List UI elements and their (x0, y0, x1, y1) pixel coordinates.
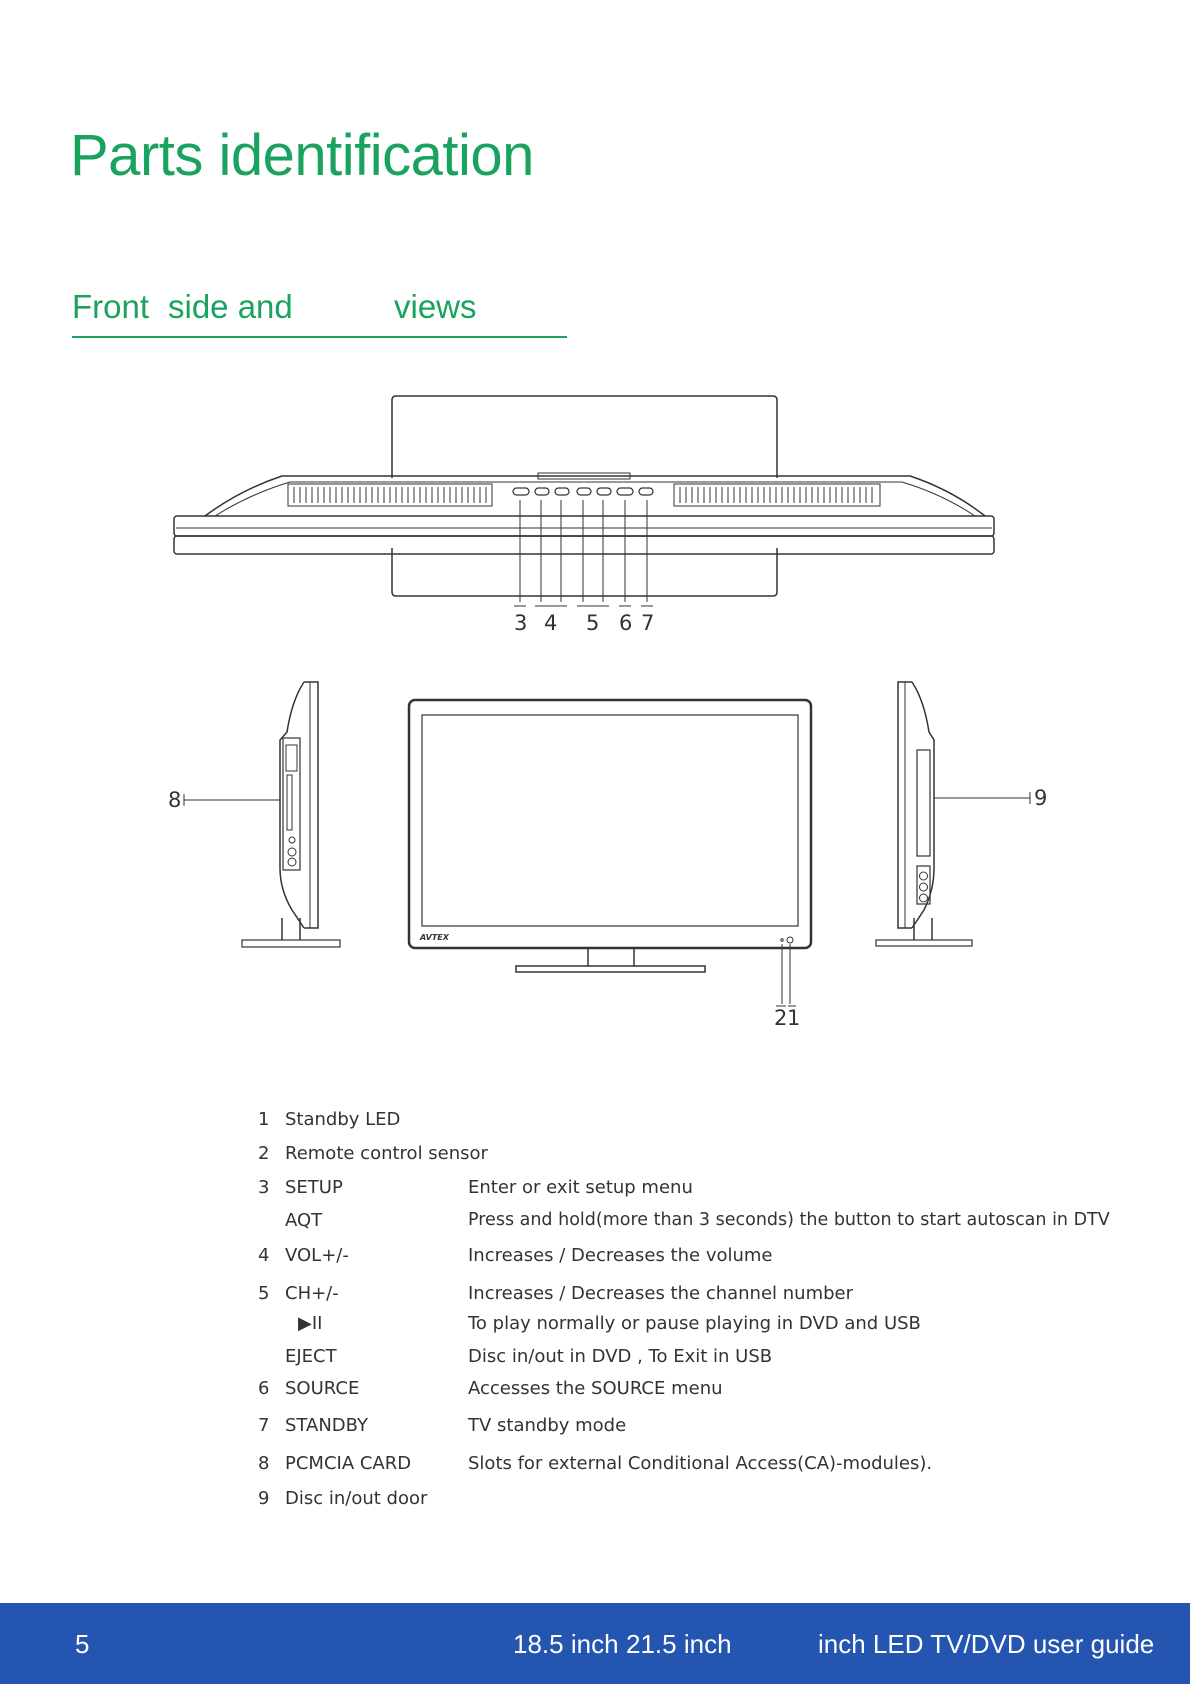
top-view (174, 396, 994, 606)
part-name: Disc in/out door (285, 1488, 428, 1509)
part-number: 6 (258, 1378, 270, 1399)
callout-6: 6 (619, 611, 633, 635)
part-name: ▶II (298, 1313, 323, 1334)
page-footer (0, 1603, 1190, 1684)
front-view (409, 700, 811, 1006)
part-name: VOL+/- (285, 1245, 349, 1266)
callout-1: 1 (787, 1006, 801, 1030)
part-number: 5 (258, 1283, 270, 1304)
page-number: 5 (75, 1629, 90, 1659)
part-name: CH+/- (285, 1283, 339, 1304)
part-description: Increases / Decreases the volume (468, 1245, 773, 1266)
footer-size-a: 18.5 inch (513, 1629, 619, 1659)
part-number: 2 (258, 1143, 270, 1164)
subtitle-views: views (394, 288, 477, 325)
page-title: Parts identification (70, 123, 534, 188)
part-number: 7 (258, 1415, 270, 1436)
callout-7: 7 (641, 611, 655, 635)
part-description: Enter or exit setup menu (468, 1177, 693, 1198)
callout-8: 8 (168, 788, 182, 812)
part-name: Remote control sensor (285, 1143, 488, 1164)
part-number: 1 (258, 1109, 270, 1130)
part-name: SETUP (285, 1177, 343, 1198)
part-number: 3 (258, 1177, 270, 1198)
part-description: Press and hold(more than 3 seconds) the button to start autoscan in DTV (468, 1210, 1110, 1230)
footer-guide-title: inch LED TV/DVD user guide (818, 1629, 1155, 1659)
part-number: 8 (258, 1453, 270, 1474)
callout-9: 9 (1034, 786, 1048, 810)
part-name: STANDBY (285, 1415, 369, 1436)
part-number: 9 (258, 1488, 270, 1509)
brand-logo: AVTEX (420, 933, 449, 942)
part-number: 4 (258, 1245, 270, 1266)
left-side-view (184, 682, 340, 947)
subtitle-front: Front (72, 288, 150, 325)
part-name: AQT (285, 1210, 323, 1231)
part-description: To play normally or pause playing in DVD and USB (468, 1313, 921, 1334)
right-side-view (876, 682, 1030, 946)
part-description: Slots for external Conditional Access(CA)-modules). (468, 1453, 933, 1474)
part-description: Increases / Decreases the channel number (468, 1283, 854, 1304)
footer-size-b: 21.5 inch (626, 1629, 732, 1659)
part-description: Accesses the SOURCE menu (468, 1378, 723, 1399)
callout-2: 2 (774, 1006, 788, 1030)
callout-3: 3 (514, 611, 528, 635)
callout-5: 5 (586, 611, 600, 635)
part-name: SOURCE (285, 1378, 360, 1399)
part-name: PCMCIA CARD (285, 1453, 412, 1474)
subtitle-side-and: side and (168, 288, 293, 325)
part-description: TV standby mode (468, 1415, 627, 1436)
part-description: Disc in/out in DVD , To Exit in USB (468, 1346, 773, 1367)
part-name: EJECT (285, 1346, 337, 1367)
part-name: Standby LED (285, 1109, 401, 1130)
callout-4: 4 (544, 611, 558, 635)
